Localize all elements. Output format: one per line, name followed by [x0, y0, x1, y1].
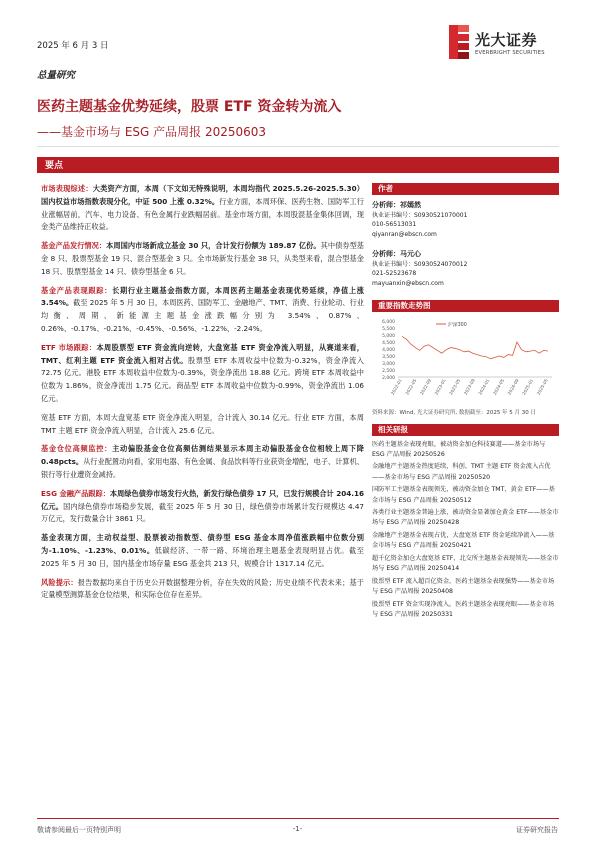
company-logo — [449, 25, 561, 63]
analyst-name: 分析师：祁嫣然 — [372, 201, 421, 209]
related-report-link[interactable]: 医药主题基金表现亮眼，被动资金加仓科技赛道——基金市场与 ESG 产品周报 20250526 — [372, 440, 546, 458]
index-chart-header: 重要指数走势图 — [372, 300, 559, 312]
x-tick-label: 2023-09 — [462, 378, 476, 396]
paragraph-market-overview: 市场表现综述：大类资产方面，本周（下文如无特殊说明，本周均指代 2025.5.26-2025.5.30）国内权益市场指数表现分化，中证 500 上涨 0.32%。行业方面，本周环保、医药生物、国防军工行业涨幅居前，汽车、电力设备、有色金属行业跌幅居前。基金市场方面，本周股混基金集体回调，现金类产品维持正收益。 — [41, 184, 364, 232]
footer-disclaimer[interactable]: 敬请参阅最后一页特别声明 — [37, 826, 121, 834]
related-report-link[interactable]: 金融地产主题基金热度延续，科创、TMT 主题 ETF 资金流入占优——基金市场与 ESG 产品周报 20250520 — [372, 463, 551, 481]
key-points-header — [37, 157, 559, 173]
related-report-link[interactable]: 国防军工主题基金表现领先，被动资金加仓 TMT、黄金 ETF——基金市场与 ESG 产品周报 20250512 — [372, 486, 555, 504]
key-points-body — [41, 183, 364, 608]
page-number: -1- — [292, 825, 303, 833]
footer-divider — [37, 818, 559, 819]
related-report-link[interactable]: 股票型 ETF 流入超百亿资金，医药主题基金表现强势——基金市场与 ESG 产品周报 20250408 — [372, 577, 555, 596]
paragraph-esg-products: ESG 金融产品跟踪：本周绿色债券市场发行火热，新发行绿色债券 17 只，已发行规模合计 204.16 亿元。国内绿色债券市场稳步发展，截至 2025 年 5 月 30 日，绿色债券市场累计发行规模达 4.47 万亿元，发行数量合计 3861 只。 — [41, 488, 364, 524]
analyst-card — [372, 201, 559, 239]
x-tick-label: 2024-05 — [491, 378, 506, 396]
report-date: 2025 年 6 月 3 日 — [37, 41, 109, 51]
related-report-link[interactable]: 金融地产主题基金表现占优，大盘宽基 ETF 资金延续净流入——基金市场与 ESG 产品周报 20250421 — [372, 532, 555, 550]
paragraph-esg-performance: 基金表现方面，主动权益型、股票被动指数型、债券型 ESG 基金本周净值涨跌幅中位数分别为-1.10%、-1.23%、0.01%。低碳经济、一带一路、环境治理主题基金表现明显占优。截至 2025 年 5 月 30 日，国内基金市场存量 ESG 基金共 213 只，规模合计 1317.14 亿元。 — [41, 533, 364, 568]
paragraph-fund-issuance: 基金产品发行情况：本周国内市场新成立基金 30 只，合计发行份额为 189.87 亿份。其中债券型基金 8 只、股票型基金 19 只、混合型基金 3 只。全市场新发行基金 38 只，从类型来看，混合型基金 18 只、股票型基金 14 只、债券型基金 6 只。 — [41, 241, 364, 276]
x-tick-label: 2022-05 — [404, 378, 418, 396]
y-tick-label: 2,500 — [382, 369, 395, 374]
paragraph-position-monitor: 基金仓位高频监控：主动偏股基金仓位高频估测结果显示本周主动偏股基金仓位相较上周下降 0.48pcts。从行业配置动向看，家用电器、有色金属、食品饮料等行业获资金增配，电子、计算机、银行等行业遭资金减持。 — [41, 444, 364, 479]
y-tick-label: 3,000 — [382, 362, 395, 367]
x-tick-label: 2025-05 — [535, 378, 549, 396]
y-tick-label: 4,500 — [382, 341, 395, 346]
related-reports-header: 相关研报 — [372, 424, 559, 436]
report-category: 总量研究 — [37, 70, 76, 81]
x-tick-label: 2022-01 — [389, 378, 403, 396]
y-tick-label: 2,000 — [382, 376, 395, 381]
paragraph-risk-warning: 风险提示：报告数据均来自于历史公开数据整理分析，存在失效的风险；历史业绩不代表未来；基于定量模型测算基金仓位结果，和实际仓位存在差异。 — [41, 577, 364, 600]
sidebar — [372, 183, 559, 623]
related-report-link[interactable]: 股票型 ETF 资金实现净流入，医药主题基金表现亮眼——基金市场与 ESG 产品周报 20250331 — [372, 600, 555, 619]
related-reports-list — [372, 440, 559, 621]
analyst-email[interactable]: mayuanxin@ebscn.com — [372, 279, 444, 287]
logo-name-en: EVERBRIGHT SECURITIES — [475, 50, 545, 56]
x-tick-label: 2024-09 — [506, 378, 520, 396]
x-tick-label: 2024-01 — [477, 378, 491, 396]
related-report-link[interactable]: 超千亿资金加仓大盘宽基 ETF，北交所主题基金表现领先——基金市场与 ESG 产品周报 20250414 — [372, 555, 559, 573]
y-tick-label: 5,000 — [382, 334, 395, 339]
footer-doc-type: 证券研究报告 — [516, 826, 558, 834]
x-tick-label: 2025-01 — [521, 378, 535, 396]
y-tick-label: 4,000 — [382, 348, 395, 353]
analyst-card — [372, 250, 559, 288]
logo-name-cn: 光大证券 — [475, 31, 538, 49]
authors-header: 作者 — [372, 183, 559, 195]
y-tick-label: 5,500 — [382, 327, 395, 332]
title-divider — [37, 146, 559, 147]
y-tick-label: 6,000 — [382, 320, 395, 325]
chart-source-note: 资料来源：Wind, 光大证券研究所, 数据截至：2025 年 5 月 30 日 — [372, 410, 537, 416]
chart-canvas — [372, 315, 559, 403]
key-points-label: 要点 — [45, 161, 64, 171]
paragraph-etf-tracking: ETF 市场跟踪：本周股票型 ETF 资金流向逆转，大盘宽基 ETF 资金净流入明显，从赛道来看，TMT、红利主题 ETF 资金流入相对占优。股票型 ETF 本周收益中位数为-0.32%，资金净流入 72.75 亿元。港股 ETF 本周收益中位数为-0.39%，资金净流出 18.88 亿元。跨境 ETF 本周收益中位数为 1.86%，资金净流出 1.75 亿元。商品型 ETF 本周收益中位数为-0.99%，资金净流出 1.06 亿元。 — [41, 342, 364, 403]
series-line-hs300 — [402, 336, 548, 358]
logo-mark-icon — [449, 25, 469, 59]
y-tick-label: 3,500 — [382, 355, 395, 360]
x-tick-label: 2023-05 — [448, 378, 462, 396]
analyst-email[interactable]: qiyanran@ebscn.com — [372, 230, 437, 238]
x-tick-label: 2022-09 — [418, 378, 433, 396]
analyst-phone: 021-52523678 — [372, 270, 417, 277]
paragraph-fund-performance: 基金产品表现跟踪：长期行业主题基金指数方面，本周医药主题基金表现优势延续，净值上涨 3.54%。截至 2025 年 5 月 30 日，本周医药、国防军工、金融地产、TMT、消费、行业轮动、行业均衡、周期、新能源主题基金涨跌幅分别为 3.54%、0.87%、0.26%、-0.17%、-0.21%、-0.45%、-0.56%、-1.22%、-2.24%。 — [41, 285, 364, 333]
analyst-phone: 010-56513031 — [372, 221, 417, 228]
paragraph-etf-broad: 宽基 ETF 方面，本周大盘宽基 ETF 资金净流入明显，合计流入 30.14 亿元。行业 ETF 方面，本周 TMT 主题 ETF 资金净流入明显，合计流入 25.6 亿元。 — [41, 412, 364, 435]
index-trend-chart — [372, 315, 559, 403]
legend-label: 沪深300 — [448, 323, 467, 328]
analyst-cert: 执业证书编号：S0930524070012 — [372, 260, 468, 268]
report-subtitle: ——基金市场与 ESG 产品周报 20250603 — [37, 125, 267, 139]
analyst-name: 分析师：马元心 — [372, 250, 421, 258]
related-report-link[interactable]: 各类行业主题基金普遍上涨，被动资金显著加仓黄金 ETF——基金市场与 ESG 产品周报 20250428 — [372, 509, 559, 527]
x-tick-label: 2023-01 — [433, 378, 447, 396]
report-title: 医药主题基金优势延续，股票 ETF 资金转为流入 — [37, 99, 342, 115]
analyst-cert: 执业证书编号：S0930521070001 — [372, 211, 468, 219]
